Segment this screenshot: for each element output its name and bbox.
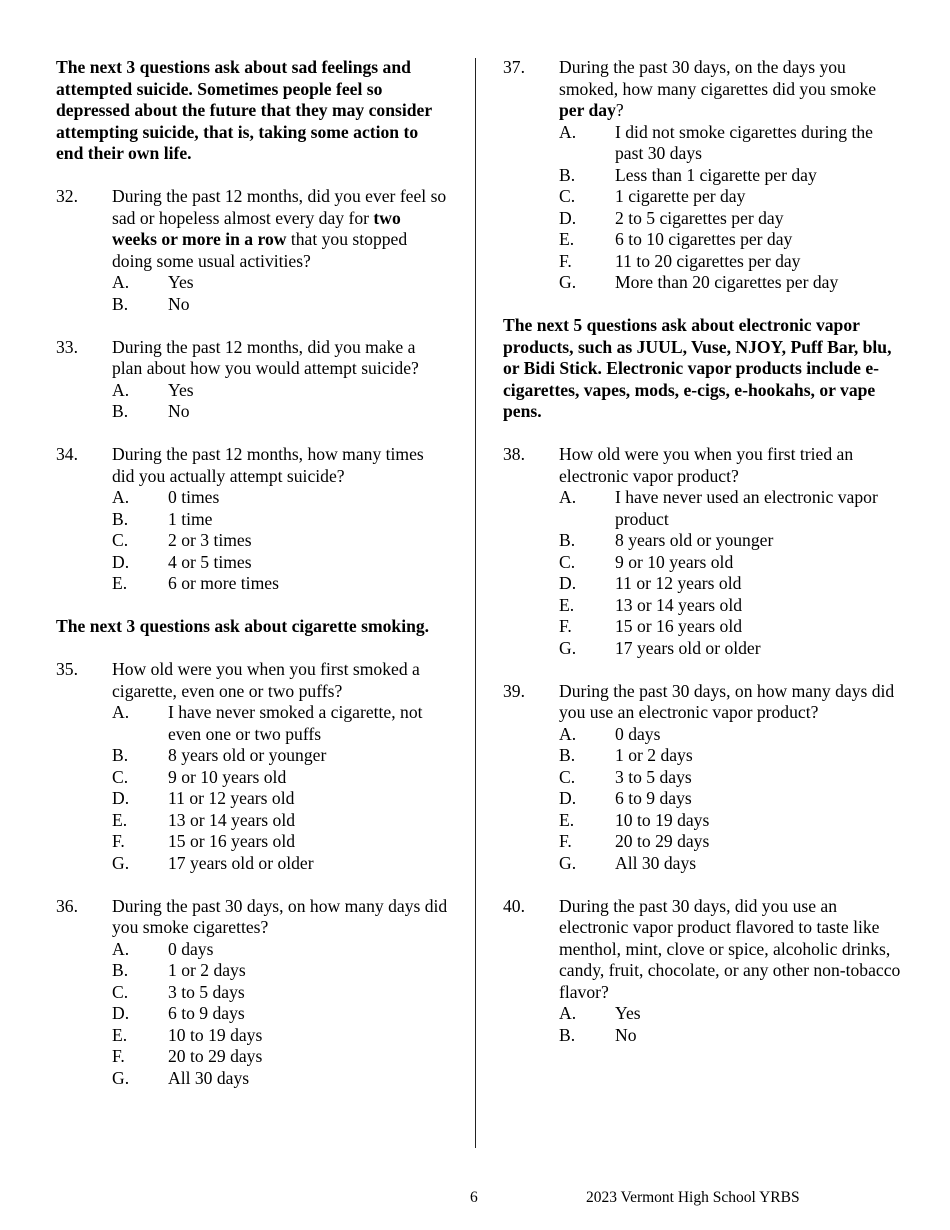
option-text: 1 time (168, 508, 213, 529)
option-letter: E. (112, 1024, 128, 1045)
option-letter: A. (559, 1003, 577, 1023)
question-number: 37. (503, 57, 525, 77)
question-number: 40. (503, 895, 525, 916)
option-text: 8 years old or younger (615, 530, 774, 550)
option-text: All 30 days (168, 1067, 250, 1088)
answer-option (112, 272, 448, 294)
option-letter: C. (112, 766, 129, 787)
question-number: 33. (56, 336, 78, 357)
question-text: How old were you when you first smoked a cigarette, even one or two puffs? (112, 659, 420, 701)
option-letter: B. (112, 508, 129, 529)
answer-option (559, 616, 901, 638)
answer-option (559, 208, 901, 230)
answer-option (559, 1025, 901, 1047)
answer-option (559, 1003, 901, 1025)
option-text: 13 or 14 years old (615, 594, 743, 615)
answer-option (559, 552, 901, 574)
answer-option (559, 810, 901, 832)
option-letter: C. (559, 186, 576, 206)
answer-options (559, 724, 901, 875)
option-letter: D. (559, 788, 577, 808)
question-text: During the past 12 months, how many times did you actually attempt suicide? (112, 444, 424, 486)
answer-option (559, 165, 901, 187)
question-number: 32. (56, 186, 78, 206)
answer-options (112, 939, 448, 1090)
option-letter: G. (112, 1067, 130, 1088)
option-text: 20 to 29 days (168, 1046, 263, 1066)
question-36 (56, 896, 448, 1090)
answer-option (559, 251, 901, 273)
answer-option (559, 767, 901, 789)
answer-option (112, 767, 448, 789)
question-text: During the past 30 days, on how many days did you use an electronic vapor product? (559, 680, 895, 722)
answer-options (112, 380, 448, 423)
question-38 (503, 444, 901, 659)
option-text: 17 years old or older (168, 852, 314, 873)
option-letter: C. (112, 530, 129, 550)
option-letter: C. (559, 551, 576, 572)
option-text: 2 or 3 times (168, 530, 252, 550)
question-number: 34. (56, 444, 78, 464)
option-text: No (615, 1024, 637, 1045)
option-text: 9 or 10 years old (615, 551, 734, 572)
option-text: 13 or 14 years old (168, 809, 296, 830)
answer-option (112, 552, 448, 574)
option-text: 15 or 16 years old (615, 616, 743, 636)
answer-option (112, 573, 448, 595)
option-text: 1 cigarette per day (615, 186, 746, 206)
option-letter: F. (112, 1046, 125, 1066)
option-letter: B. (559, 745, 576, 765)
option-text: 0 days (168, 938, 214, 959)
option-letter: D. (559, 573, 577, 593)
option-text: Yes (168, 272, 194, 292)
question-39 (503, 681, 901, 875)
option-letter: E. (112, 573, 128, 593)
answer-option (112, 939, 448, 961)
answer-option (112, 530, 448, 552)
answer-option (112, 702, 448, 745)
answer-option (112, 1068, 448, 1090)
option-letter: E. (559, 809, 575, 830)
option-text: More than 20 cigarettes per day (615, 272, 839, 292)
section-intro-cigarette: The next 3 questions ask about cigarette smoking. (56, 616, 430, 636)
question-number: 38. (503, 444, 525, 464)
option-letter: F. (559, 616, 572, 636)
option-text: 17 years old or older (615, 637, 761, 658)
question-40 (503, 896, 901, 1047)
answer-option (559, 853, 901, 875)
option-letter: E. (559, 594, 575, 615)
option-letter: C. (559, 766, 576, 787)
answer-option (112, 853, 448, 875)
option-text: 0 times (168, 487, 220, 507)
question-34 (56, 444, 448, 595)
option-letter: G. (559, 637, 577, 658)
answer-option (112, 745, 448, 767)
option-letter: A. (559, 723, 577, 744)
answer-option (559, 530, 901, 552)
option-text: 9 or 10 years old (168, 766, 287, 787)
answer-options (559, 1003, 901, 1046)
option-letter: B. (112, 401, 129, 421)
answer-option (559, 595, 901, 617)
question-32 (56, 186, 448, 315)
answer-option (559, 745, 901, 767)
option-text: 1 or 2 days (615, 745, 693, 765)
question-number: 39. (503, 680, 525, 701)
answer-options (559, 122, 901, 294)
page-number: 6 (470, 1189, 478, 1206)
option-text: No (168, 401, 190, 421)
question-text: During the past 30 days, did you use an electronic vapor product flavored to taste like menthol, mint, clove or spice, alcoholic drinks, candy, fruit, chocolate, or any other non-tobacco flavor? (559, 895, 901, 1002)
answer-option (559, 122, 901, 165)
answer-options (559, 487, 901, 659)
option-text: 20 to 29 days (615, 831, 710, 851)
answer-options (112, 702, 448, 874)
option-text: 15 or 16 years old (168, 831, 296, 851)
option-text: 6 to 9 days (615, 788, 692, 808)
answer-option (112, 401, 448, 423)
option-letter: B. (112, 960, 129, 980)
answer-option (559, 229, 901, 251)
option-letter: E. (559, 229, 575, 249)
option-text: 4 or 5 times (168, 551, 252, 572)
answer-option (559, 724, 901, 746)
answer-option (112, 810, 448, 832)
option-letter: D. (559, 207, 577, 228)
section-intro-suicide: The next 3 questions ask about sad feelings and attempted suicide. Sometimes people feel so depressed about the future that they may consider attempting suicide, that is, taking some action to end their own life. (56, 57, 432, 163)
option-text: 8 years old or younger (168, 745, 327, 765)
option-letter: B. (559, 530, 576, 550)
option-text: 10 to 19 days (168, 1024, 263, 1045)
option-text: 0 days (615, 723, 661, 744)
answer-option (112, 788, 448, 810)
option-letter: A. (559, 121, 577, 142)
option-text: 3 to 5 days (168, 981, 245, 1002)
option-text: I have never smoked a cigarette, not even one or two puffs (168, 702, 423, 744)
option-letter: B. (559, 164, 576, 185)
question-number: 35. (56, 659, 78, 679)
option-letter: A. (112, 487, 130, 507)
option-text: 11 or 12 years old (615, 573, 742, 593)
option-letter: A. (112, 272, 130, 292)
option-text: 6 or more times (168, 573, 279, 593)
option-letter: A. (112, 379, 130, 400)
option-letter: F. (112, 831, 125, 851)
option-text: All 30 days (615, 852, 697, 873)
option-text: 2 to 5 cigarettes per day (615, 207, 784, 228)
answer-option (559, 487, 901, 530)
column-divider (475, 58, 476, 1148)
option-text: I did not smoke cigarettes during the past 30 days (615, 121, 873, 163)
option-text: 11 or 12 years old (168, 788, 295, 808)
question-33 (56, 337, 448, 423)
footer-title: 2023 Vermont High School YRBS (586, 1189, 800, 1206)
option-text: Less than 1 cigarette per day (615, 164, 817, 185)
option-letter: B. (112, 293, 129, 314)
option-letter: C. (112, 981, 129, 1002)
option-letter: A. (112, 702, 130, 722)
question-text: During the past 30 days, on how many days did you smoke cigarettes? (112, 895, 448, 937)
answer-option (112, 982, 448, 1004)
answer-option (559, 573, 901, 595)
question-37 (503, 57, 901, 294)
answer-option (112, 294, 448, 316)
option-letter: F. (559, 250, 572, 271)
option-text: No (168, 293, 190, 314)
option-letter: B. (559, 1024, 576, 1045)
answer-option (112, 487, 448, 509)
answer-option (112, 1003, 448, 1025)
answer-option (559, 788, 901, 810)
answer-option (112, 509, 448, 531)
answer-options (112, 487, 448, 595)
question-text: How old were you when you first tried an electronic vapor product? (559, 444, 854, 486)
option-letter: G. (112, 852, 130, 873)
answer-option (112, 831, 448, 853)
question-35 (56, 659, 448, 874)
answer-option (559, 186, 901, 208)
option-text: 11 to 20 cigarettes per day (615, 250, 801, 271)
option-text: 6 to 9 days (168, 1003, 245, 1023)
option-text: 6 to 10 cigarettes per day (615, 229, 793, 249)
option-letter: F. (559, 831, 572, 851)
question-number: 36. (56, 895, 78, 916)
question-text: During the past 12 months, did you make a plan about how you would attempt suicide? (112, 336, 419, 378)
option-letter: A. (559, 487, 577, 507)
option-text: Yes (615, 1003, 641, 1023)
option-letter: E. (112, 809, 128, 830)
answer-options (112, 272, 448, 315)
answer-option (112, 1046, 448, 1068)
answer-option (112, 380, 448, 402)
option-letter: D. (112, 551, 130, 572)
right-column (503, 57, 901, 1068)
option-text: 10 to 19 days (615, 809, 710, 830)
question-text: During the past 12 months, did you ever feel so sad or hopeless almost every day for two weeks or more in a row that you stopped doing some usual activities? (112, 186, 447, 271)
option-letter: D. (112, 788, 130, 808)
answer-option (112, 960, 448, 982)
answer-option (559, 831, 901, 853)
left-column (56, 57, 448, 1111)
option-text: I have never used an electronic vapor product (615, 487, 878, 529)
option-letter: D. (112, 1003, 130, 1023)
option-letter: B. (112, 745, 129, 765)
answer-option (559, 638, 901, 660)
option-letter: A. (112, 938, 130, 959)
section-intro-vapor: The next 5 questions ask about electronic vapor products, such as JUUL, Vuse, NJOY, Puff Bar, blu, or Bidi Stick. Electronic vapor products include e-cigarettes, vapes, mods, e-cigs, e-hookahs, or vape pens. (503, 315, 892, 421)
option-text: 3 to 5 days (615, 766, 692, 787)
option-letter: G. (559, 272, 577, 292)
question-text: During the past 30 days, on the days you smoked, how many cigarettes did you smoke per day? (559, 57, 877, 120)
answer-option (559, 272, 901, 294)
option-letter: G. (559, 852, 577, 873)
option-text: Yes (168, 379, 194, 400)
answer-option (112, 1025, 448, 1047)
option-text: 1 or 2 days (168, 960, 246, 980)
